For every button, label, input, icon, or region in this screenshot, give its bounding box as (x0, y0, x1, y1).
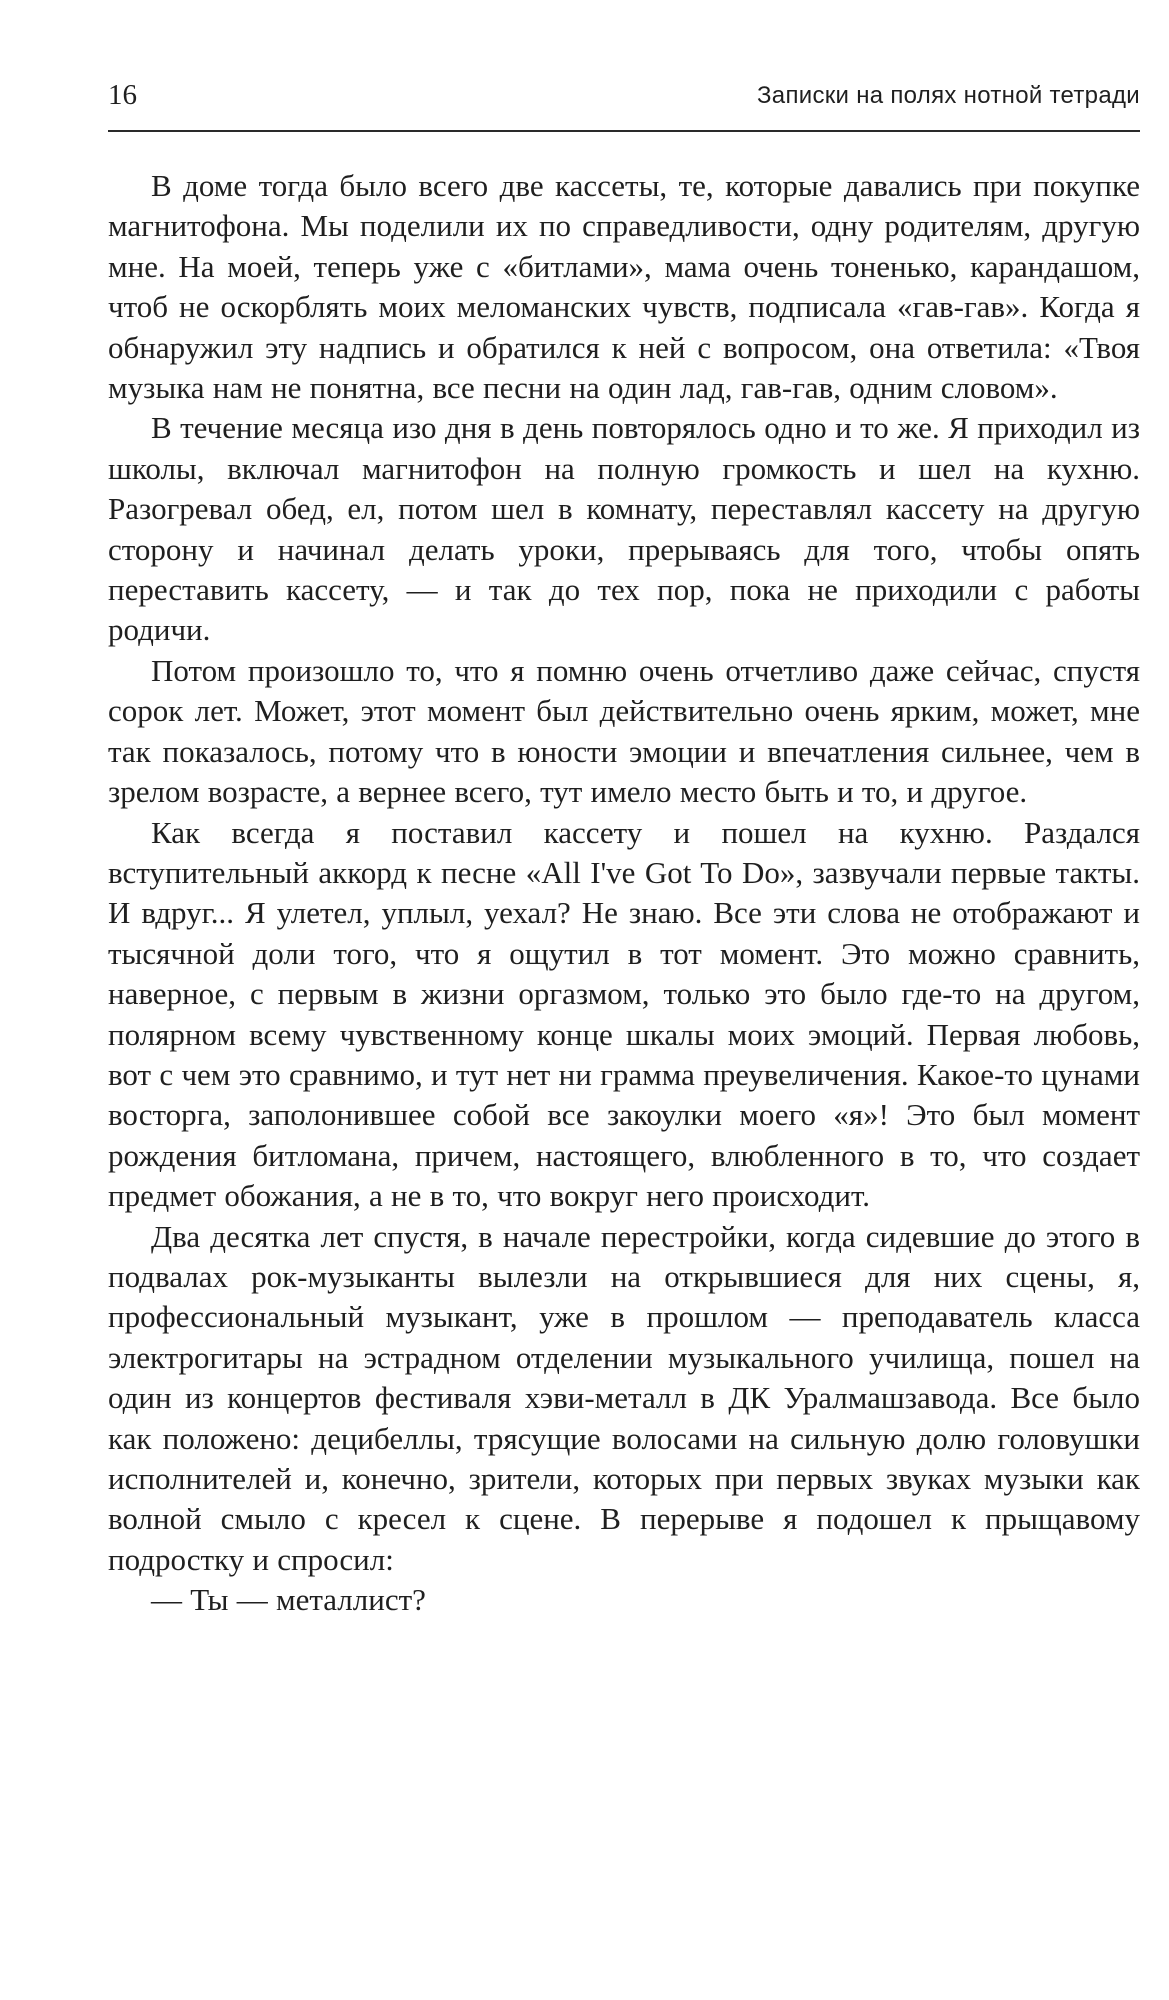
page-number: 16 (108, 79, 137, 111)
paragraph: В течение месяца изо дня в день повторялось одно и то же. Я приходил из школы, включал магнитофон на полную громкость и шел на кухню. Разогревал обед, ел, потом шел в комнату, переставлял кассету на другую сторону и начинал делать уроки, прерываясь для того, чтобы опять переставить кассету, — и так до тех пор, пока не приходили с работы родичи. (108, 410, 1140, 648)
running-title: Записки на полях нотной тетради (757, 82, 1140, 109)
paragraph: В доме тогда было всего две кассеты, те, которые давались при покупке магнитофона. Мы поделили их по справедливости, одну родителям, другую мне. На моей, теперь уже с «битлами», мама очень тоненько, карандашом, чтоб не оскорблять моих меломанских чувств, подписала «гав-гав». Когда я обнаружил эту надпись и обратился к ней с вопросом, она ответила: «Твоя музыка нам не понятна, все песни на один лад, гав-гав, одним словом». (108, 168, 1140, 406)
paragraph: Потом произошло то, что я помню очень отчетливо даже сейчас, спустя сорок лет. Может, этот момент был действительно очень ярким, может, мне так показалось, потому что в юности эмоции и впечатления сильнее, чем в зрелом возрасте, а вернее всего, тут имело место быть и то, и другое. (108, 652, 1140, 810)
dialogue-line: — Ты — металлист? (151, 1582, 426, 1618)
paragraph: Как всегда я поставил кассету и пошел на кухню. Раздался вступительный аккорд к песне «All I've Got To Do», зазвучали первые такты. И вдруг... Я улетел, уплыл, уехал? Не знаю. Все эти слова не отображают и тысячной доли того, что я ощутил в тот момент. Это можно сравнить, наверное, с первым в жизни оргазмом, только это было где-то на другом, полярном всему чувственному конце шкалы моих эмоций. Первая любовь, вот с чем это сравнимо, и тут нет ни грамма преувеличения. Какое-то цунами восторга, заполонившее собой все закоулки моего «я»! Это был момент рождения битломана, причем, настоящего, влюбленного в то, что создает предмет обожания, а не в то, что вокруг него происходит. (108, 814, 1140, 1214)
paragraph: Два десятка лет спустя, в начале перестройки, когда сидевшие до этого в подвалах рок-музыканты вылезли на открывшиеся для них сцены, я, профессиональный музыкант, уже в прошлом — преподаватель класса электрогитары на эстрадном отделении музыкального училища, пошел на один из концертов фестиваля хэви-металл в ДК Уралмашзавода. Все было как положено: децибеллы, трясущие волосами на сильную долю головушки исполнителей и, конечно, зрители, которых при первых звуках музыки как волной смыло с кресел к сцене. В перерыве я подошел к прыщавому подростку и спросил: (108, 1218, 1140, 1577)
page-header (108, 78, 1140, 132)
body-text (108, 166, 1140, 1621)
